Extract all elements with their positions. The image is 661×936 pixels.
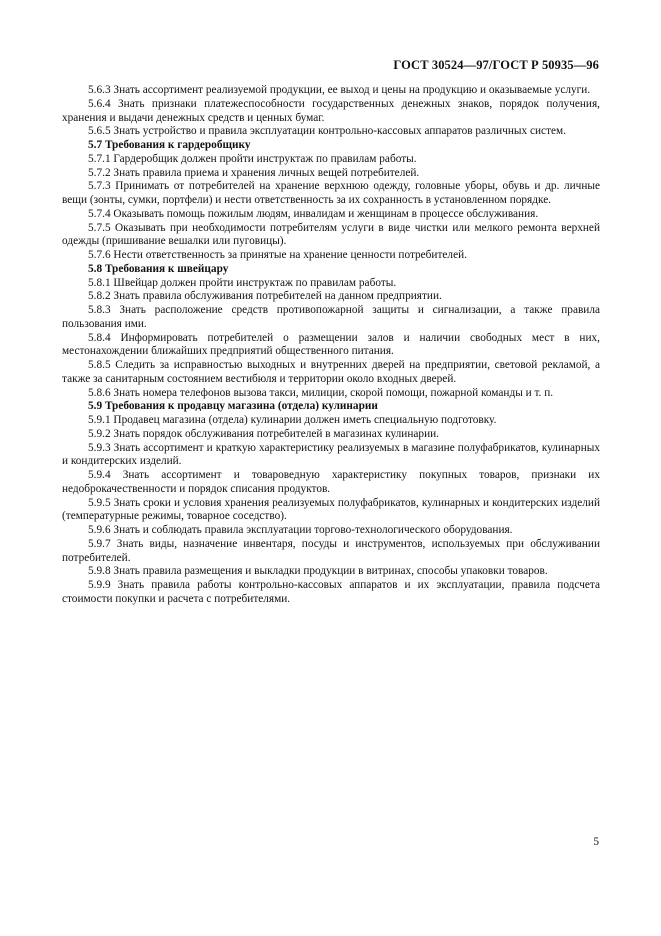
paragraph-5-7-3: 5.7.3 Принимать от потребителей на хранение верхнюю одежду, головные уборы, обувь и др. личные вещи (зонты, сумки, портфели) и нести ответственность за их сохранность в установленном порядке.	[62, 180, 600, 206]
paragraph-5-8-2: 5.8.2 Знать правила обслуживания потребителей на данном предприятии.	[88, 290, 442, 303]
paragraph-5-9-8: 5.9.8 Знать правила размещения и выкладки продукции в витринах, способы упаковки товаров.	[88, 565, 548, 578]
paragraph-5-7-6: 5.7.6 Нести ответственность за принятые на хранение ценности потребителей.	[88, 249, 467, 261]
paragraph-5-9-6: 5.9.6 Знать и соблюдать правила эксплуатации торгово-технологического оборудования.	[88, 524, 513, 536]
paragraph-5-9-2: 5.9.2 Знать порядок обслуживания потребителей в магазинах кулинарии.	[88, 427, 439, 440]
page-number: 5	[593, 836, 599, 848]
paragraph-5-8-3: 5.8.3 Знать расположение средств противопожарной защиты и сигнализации, а также правила пользования ими.	[62, 304, 600, 330]
section-heading-5-8: 5.8 Требования к швейцару	[88, 262, 229, 275]
section-heading-5-7: 5.7 Требования к гардеробщику	[88, 139, 251, 151]
paragraph-5-8-1: 5.8.1 Швейцар должен пройти инструктаж по правилам работы.	[88, 276, 397, 289]
paragraph-5-7-2: 5.7.2 Знать правила приема и хранения личных вещей потребителей.	[88, 166, 420, 179]
paragraph-5-7-4: 5.7.4 Оказывать помощь пожилым людям, инвалидам и женщинам в процессе обслуживания.	[88, 207, 539, 220]
paragraph-5-8-5: 5.8.5 Следить за исправностью выходных и внутренних дверей на предприятии, световой рекламой, а также за санитарным состоянием вестибюля и территории около входных дверей.	[62, 359, 600, 385]
paragraph-5-6-5: 5.6.5 Знать устройство и правила эксплуатации контрольно-кассовых аппаратов различных систем.	[88, 125, 566, 138]
document-body	[62, 84, 600, 607]
paragraph-5-8-4: 5.8.4 Информировать потребителей о размещении залов и наличии свободных мест в них, местонахождении ближайших предприятий общественного питания.	[62, 331, 600, 358]
paragraph-5-6-4: 5.6.4 Знать признаки платежеспособности государственных денежных знаков, порядок получения, хранения и выдачи денежных средств и ценных бумаг.	[62, 97, 600, 124]
paragraph-5-7-5: 5.7.5 Оказывать при необходимости потребителям услуги в виде чистки или мелкого ремонта верхней одежды (пришивание вешалки или пуговицы).	[62, 221, 600, 248]
document-header: ГОСТ 30524—97/ГОСТ Р 50935—96	[393, 58, 599, 72]
paragraph-5-7-1: 5.7.1 Гардеробщик должен пройти инструктаж по правилам работы.	[88, 152, 417, 165]
paragraph-5-9-3: 5.9.3 Знать ассортимент и краткую характеристику реализуемых в магазине полуфабрикатов, кулинарных и кондитерских изделий.	[62, 441, 600, 468]
section-heading-5-9: 5.9 Требования к продавцу магазина (отдела) кулинарии	[88, 400, 378, 413]
paragraph-5-6-3: 5.6.3 Знать ассортимент реализуемой продукции, ее выход и цены на продукцию и оказываемые услуги.	[88, 84, 591, 96]
paragraph-5-8-6: 5.8.6 Знать номера телефонов вызова такси, милиции, скорой помощи, пожарной команды и т. п.	[88, 386, 554, 399]
paragraph-5-9-5: 5.9.5 Знать сроки и условия хранения реализуемых полуфабрикатов, кулинарных и кондитерских изделий (температурные режимы, товарное соседство).	[62, 496, 600, 523]
paragraph-5-9-4: 5.9.4 Знать ассортимент и товароведную характеристику покупных товаров, признаки их недоброкачественности и порядок списания продуктов.	[62, 469, 600, 495]
paragraph-5-9-9: 5.9.9 Знать правила работы контрольно-кассовых аппаратов и их эксплуатации, правила подсчета стоимости покупки и расчета с потребителями.	[62, 579, 600, 605]
paragraph-5-9-1: 5.9.1 Продавец магазина (отдела) кулинарии должен иметь специальную подготовку.	[88, 414, 497, 426]
paragraph-5-9-7: 5.9.7 Знать виды, назначение инвентаря, посуды и инструментов, используемых при обслуживании потребителей.	[62, 537, 600, 564]
